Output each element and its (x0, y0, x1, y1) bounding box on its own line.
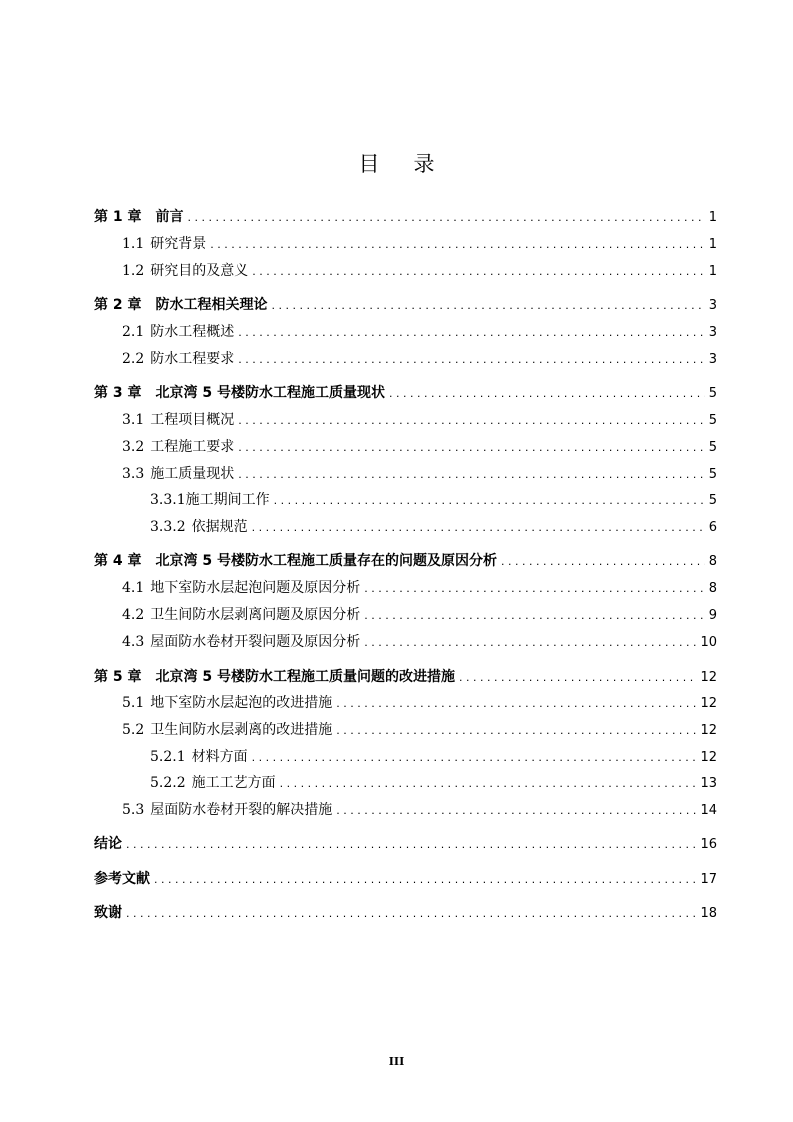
toc-chapter-number: 第 1 章 (94, 209, 142, 225)
toc-leader-dots (364, 578, 704, 600)
toc-entry-label (122, 348, 234, 370)
toc-section-number: 5.2.2 (150, 775, 186, 791)
toc-entry-label (122, 436, 234, 458)
toc-entry[interactable] (122, 604, 717, 626)
toc-chapter-number: 第 4 章 (94, 553, 142, 569)
toc-entry-label (122, 409, 234, 431)
toc-page-number: 9 (708, 608, 717, 623)
toc-section-number: 5.3 (122, 802, 145, 818)
toc-section-number: 5.2.1 (150, 749, 186, 765)
toc-section-title: 施工期间工作 (185, 492, 270, 508)
toc-leader-dots (364, 605, 704, 627)
toc-leader-dots (252, 747, 697, 769)
toc-chapter-number: 第 3 章 (94, 385, 142, 401)
toc-entry[interactable] (122, 260, 717, 282)
toc-leader-dots (238, 322, 704, 344)
toc-entry-label (122, 233, 206, 255)
toc-page-number: 1 (708, 264, 717, 279)
toc-leader-dots (188, 207, 705, 229)
toc-page-number: 8 (708, 554, 717, 569)
toc-entry-label (94, 833, 122, 855)
toc-entry-label (122, 719, 332, 741)
toc-section-title: 工程项目概况 (150, 412, 235, 428)
toc-entry[interactable] (122, 692, 717, 714)
toc-leader-dots (364, 632, 696, 654)
toc-section-number: 1.1 (122, 236, 145, 252)
toc-page-number: 5 (708, 413, 717, 428)
toc-page-number: 16 (700, 837, 717, 852)
toc-entry[interactable] (122, 233, 717, 255)
toc-page-number: 1 (708, 210, 717, 225)
toc-section-number: 3.2 (122, 439, 145, 455)
toc-chapter-title: 参考文献 (94, 871, 150, 887)
toc-section-number: 4.1 (122, 580, 145, 596)
toc-section-title: 卫生间防水层剥离问题及原因分析 (150, 607, 361, 623)
toc-leader-dots (336, 800, 696, 822)
toc-section-number: 4.3 (122, 634, 145, 650)
toc-leader-dots (238, 464, 704, 486)
toc-section-number: 2.1 (122, 324, 145, 340)
toc-leader-dots (252, 261, 704, 283)
toc-entry-label (94, 206, 184, 228)
toc-section-title: 工程施工要求 (150, 439, 235, 455)
toc-page-number: 17 (700, 872, 717, 887)
toc-leader-dots (501, 551, 705, 573)
toc-section-title: 屋面防水卷材开裂问题及原因分析 (150, 634, 361, 650)
toc-entry-label (150, 746, 248, 768)
toc-section-title: 研究目的及意义 (150, 263, 249, 279)
toc-entry[interactable] (94, 550, 717, 572)
toc-entry-label (94, 902, 122, 924)
toc-chapter-title: 北京湾 5 号楼防水工程施工质量现状 (155, 385, 385, 401)
toc-entry[interactable] (94, 868, 717, 890)
toc-page-number: 13 (700, 776, 717, 791)
toc-page-number: 5 (708, 493, 717, 508)
toc-section-number: 3.1 (122, 412, 145, 428)
toc-section-number: 3.3.2 (150, 519, 186, 535)
toc-page-number: 3 (708, 325, 717, 340)
toc-entry[interactable] (150, 772, 717, 794)
toc-leader-dots (280, 773, 697, 795)
toc-entry-label (122, 631, 360, 653)
toc-entry[interactable] (122, 631, 717, 653)
toc-leader-dots (238, 349, 704, 371)
toc-page-number: 12 (700, 750, 717, 765)
toc-leader-dots (459, 667, 696, 689)
toc-page-number: 1 (708, 237, 717, 252)
toc-page-number: 18 (700, 906, 717, 921)
toc-page-number: 14 (700, 803, 717, 818)
toc-page-number: 12 (700, 696, 717, 711)
toc-entry[interactable] (94, 294, 717, 316)
toc-entry[interactable] (122, 436, 717, 458)
toc-entry[interactable] (150, 516, 717, 538)
toc-section-title: 地下室防水层起泡的改进措施 (150, 695, 333, 711)
toc-chapter-title: 结论 (94, 836, 122, 852)
toc-entry[interactable] (122, 577, 717, 599)
toc-section-title: 屋面防水卷材开裂的解决措施 (150, 802, 333, 818)
toc-entry-label (122, 321, 234, 343)
toc-section-title: 卫生间防水层剥离的改进措施 (150, 722, 333, 738)
toc-entry-label (150, 516, 248, 538)
toc-entry[interactable] (122, 409, 717, 431)
toc-leader-dots (336, 693, 696, 715)
toc-leader-dots (238, 410, 704, 432)
toc-chapter-number: 第 5 章 (94, 669, 142, 685)
toc-leader-dots (274, 490, 705, 512)
toc-section-title: 施工质量现状 (150, 466, 235, 482)
toc-page-number: 6 (708, 520, 717, 535)
toc-entry-label (94, 294, 268, 316)
toc-entry[interactable] (150, 746, 717, 768)
toc-leader-dots (336, 720, 696, 742)
toc-section-title: 防水工程概述 (150, 324, 235, 340)
toc-entry[interactable] (94, 206, 717, 228)
toc-section-number: 3.3 (122, 466, 145, 482)
footer-page-number: III (388, 1055, 405, 1068)
toc-page-number: 3 (708, 352, 717, 367)
toc-leader-dots (272, 295, 705, 317)
toc-entry[interactable] (94, 666, 717, 688)
toc-entry[interactable] (122, 799, 717, 821)
toc-entry[interactable] (94, 382, 717, 404)
toc-title-char-1: 目 (358, 152, 380, 176)
toc-page-number: 12 (700, 723, 717, 738)
toc-entry-label (122, 692, 332, 714)
toc-section-title: 施工工艺方面 (191, 775, 276, 791)
toc-chapter-number: 第 2 章 (94, 297, 142, 313)
toc-entry-label (122, 799, 332, 821)
toc-leader-dots (389, 383, 705, 405)
toc-leader-dots (126, 834, 696, 856)
toc-entry-label (150, 489, 270, 511)
toc-entry-label (122, 604, 360, 626)
toc-entry-label (122, 577, 360, 599)
toc-leader-dots (126, 903, 696, 925)
toc-leader-dots (210, 234, 704, 256)
toc-section-number: 1.2 (122, 263, 145, 279)
toc-leader-dots (252, 517, 705, 539)
toc-section-number: 5.1 (122, 695, 145, 711)
toc-chapter-title: 北京湾 5 号楼防水工程施工质量问题的改进措施 (155, 669, 455, 685)
toc-entry-label (94, 382, 385, 404)
toc-page-number: 12 (700, 670, 717, 685)
toc-chapter-title: 致谢 (94, 905, 122, 921)
toc-section-number: 3.3.1 (150, 492, 186, 508)
toc-entry-label (94, 666, 455, 688)
toc-entry[interactable] (122, 321, 717, 343)
toc-entry[interactable] (122, 463, 717, 485)
toc-entry-label (122, 260, 248, 282)
toc-page-number: 10 (700, 635, 717, 650)
toc-page-number: 8 (708, 581, 717, 596)
toc-section-title: 研究背景 (150, 236, 207, 252)
toc-entry-label (122, 463, 234, 485)
toc-page-number: 3 (708, 298, 717, 313)
toc-title-char-2: 录 (413, 152, 435, 176)
toc-section-title: 地下室防水层起泡问题及原因分析 (150, 580, 361, 596)
toc-chapter-title: 前言 (155, 209, 184, 225)
toc-page-number: 5 (708, 467, 717, 482)
toc-entry-label (94, 868, 150, 890)
toc-leader-dots (238, 437, 704, 459)
toc-entry[interactable] (150, 489, 717, 511)
toc-leader-dots (154, 869, 696, 891)
toc-chapter-title: 北京湾 5 号楼防水工程施工质量存在的问题及原因分析 (155, 553, 497, 569)
toc-entry[interactable] (94, 902, 717, 924)
toc-entry-label (94, 550, 497, 572)
toc-entry[interactable] (122, 719, 717, 741)
toc-section-title: 防水工程要求 (150, 351, 235, 367)
toc-page-number: 5 (708, 440, 717, 455)
toc-section-number: 2.2 (122, 351, 145, 367)
toc-section-number: 4.2 (122, 607, 145, 623)
toc-page-number: 5 (708, 386, 717, 401)
toc-entry[interactable] (122, 348, 717, 370)
toc-section-title: 材料方面 (191, 749, 248, 765)
toc-entry-label (150, 772, 276, 794)
toc-entry[interactable] (94, 833, 717, 855)
toc-section-title: 依据规范 (191, 519, 248, 535)
toc-chapter-title: 防水工程相关理论 (155, 297, 268, 313)
toc-section-number: 5.2 (122, 722, 145, 738)
